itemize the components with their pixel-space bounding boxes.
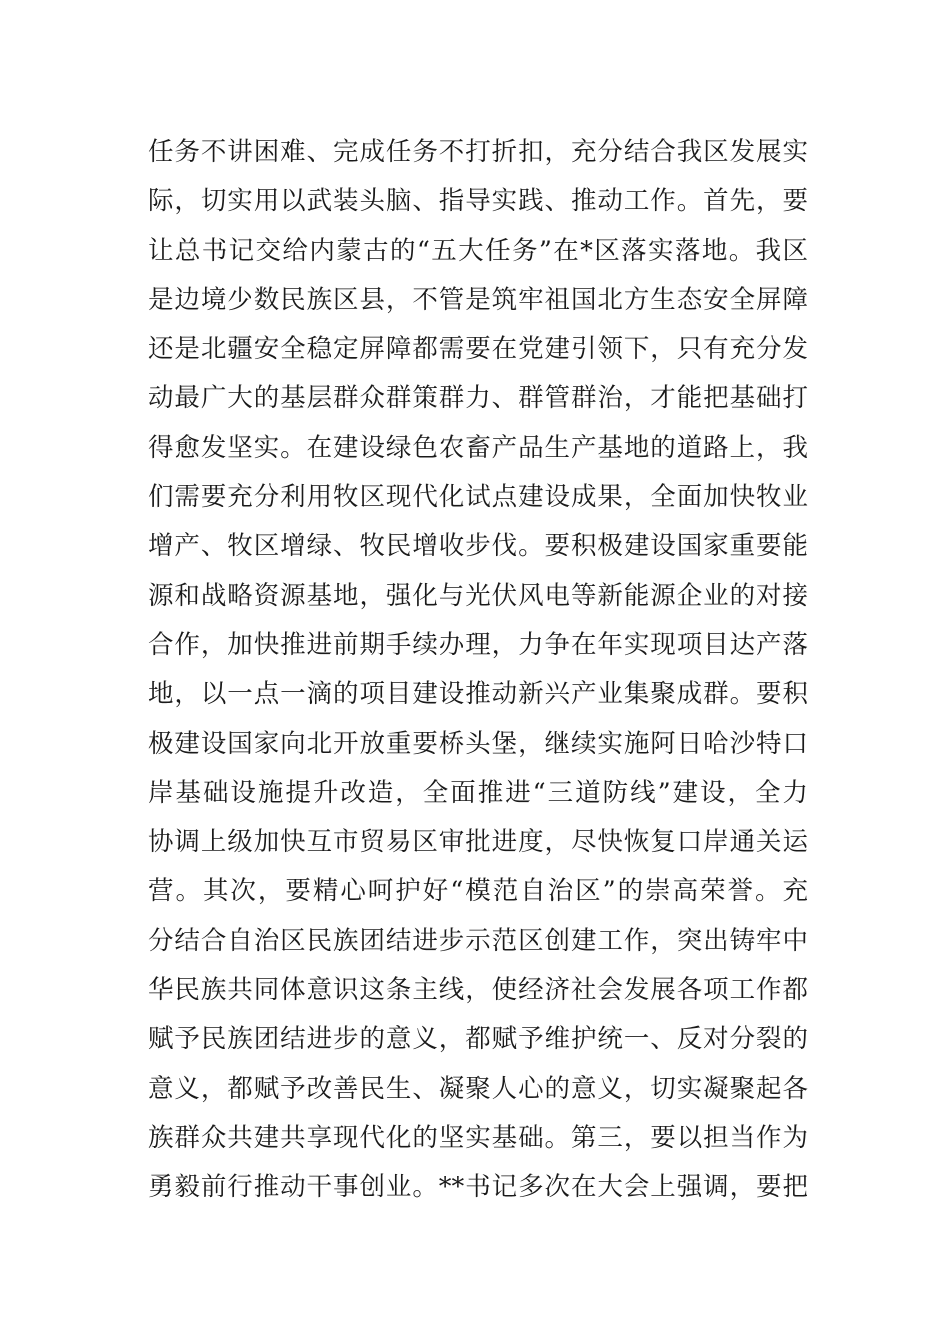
text-line-7: 得愈发坚实。在建设绿色农畜产品生产基地的道路上，我	[148, 432, 808, 463]
text-line-15: 协调上级加快互市贸易区审批进度，尽快恢复口岸通关运	[148, 827, 808, 858]
text-line-20: 意义，都赋予改善民生、凝聚人心的意义，切实凝聚起各	[148, 1073, 808, 1104]
text-line-6: 动最广大的基层群众群策群力、群管群治，才能把基础打	[148, 383, 808, 414]
text-line-1: 任务不讲困难、完成任务不打折扣，充分结合我区发展实	[148, 137, 808, 167]
text-line-16: 营。其次，要精心呵护好“模范自治区”的崇高荣誉。充	[148, 876, 808, 907]
text-line-22: 勇毅前行推动干事创业。**书记多次在大会上强调，要把	[148, 1172, 808, 1203]
text-line-8: 们需要充分利用牧区现代化试点建设成果，全面加快牧业	[148, 482, 808, 513]
body-text	[148, 128, 808, 1213]
text-line-18: 华民族共同体意识这条主线，使经济社会发展各项工作都	[148, 975, 808, 1006]
text-line-13: 极建设国家向北开放重要桥头堡，继续实施阿日哈沙特口	[148, 728, 808, 759]
text-line-10: 源和战略资源基地，强化与光伏风电等新能源企业的对接	[148, 580, 808, 611]
text-line-19: 赋予民族团结进步的意义，都赋予维护统一、反对分裂的	[148, 1024, 808, 1055]
text-line-12: 地，以一点一滴的项目建设推动新兴产业集聚成群。要积	[148, 679, 808, 710]
text-line-14: 岸基础设施提升改造，全面推进“三道防线”建设，全力	[148, 777, 808, 808]
text-line-21: 族群众共建共享现代化的坚实基础。第三，要以担当作为	[148, 1122, 808, 1153]
text-line-2: 际，切实用以武装头脑、指导实践、推动工作。首先，要	[148, 186, 808, 217]
text-line-11: 合作，加快推进前期手续办理，力争在年实现项目达产落	[148, 629, 808, 660]
text-line-4: 是边境少数民族区县，不管是筑牢祖国北方生态安全屏障	[148, 284, 808, 315]
text-line-3: 让总书记交给内蒙古的“五大任务”在*区落实落地。我区	[148, 235, 808, 266]
text-line-9: 增产、牧区增绿、牧民增收步伐。要积极建设国家重要能	[148, 531, 808, 562]
text-line-5: 还是北疆安全稳定屏障都需要在党建引领下，只有充分发	[148, 334, 808, 365]
text-line-17: 分结合自治区民族团结进步示范区创建工作，突出铸牢中	[148, 925, 808, 956]
